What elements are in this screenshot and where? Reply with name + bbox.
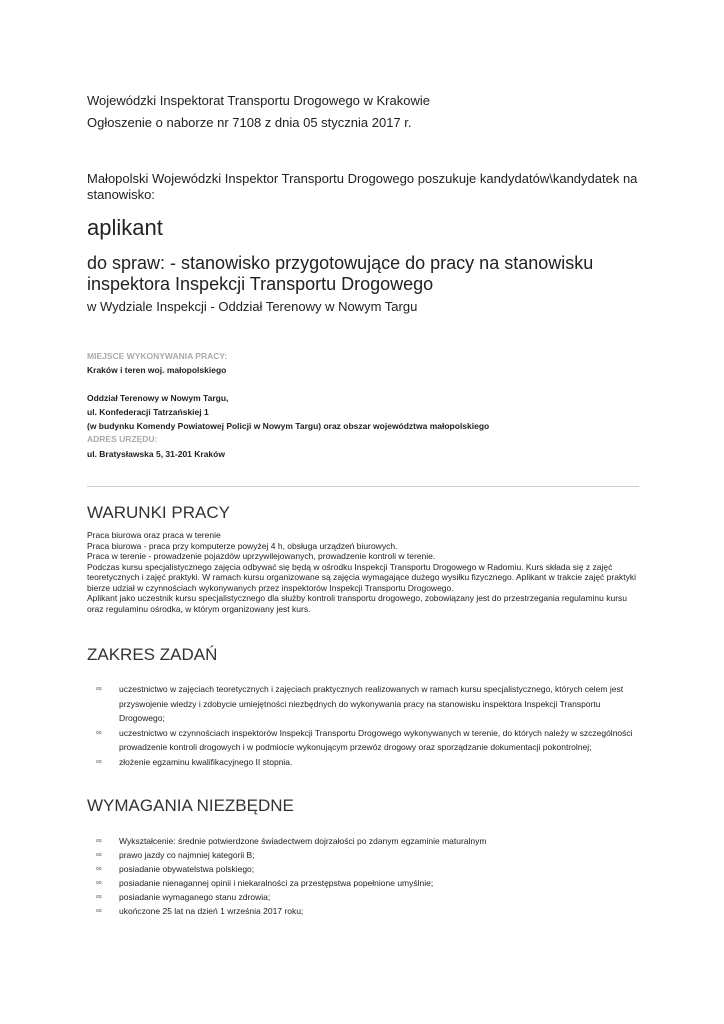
conditions-line: Aplikant jako uczestnik kursu specjalistycznego dla służby kontroli transportu drogowego, zobowiązany jest do przestrzegania regulaminu kursu oraz regulaminu ośrodka, w którym organizowany jest kurs. [87, 593, 628, 614]
requirement-text: posiadanie nienagannej opinii i niekaralności za przestępstwa popełnione umyślnie; [119, 878, 434, 888]
bullet-icon: ∞ [96, 906, 102, 915]
bullet-icon: ∞ [96, 836, 102, 845]
list-item [87, 755, 639, 770]
conditions-line: Podczas kursu specjalistycznego zajęcia odbywać się będą w ośrodku Inspekcji Transportu Drogowego w Radomiu. Kurs składa się z zajęć teoretycznych i zajęć praktyki. W ramach kursu organizowane są zajęcia wymagające dużego wysiłku fizycznego. Aplikant w trakcie zajęć praktyki bierze udział w czynnościach wykonywanych przez inspektorów Inspekcji Transportu Drogowego. [87, 561, 636, 593]
position-title: aplikant [87, 215, 163, 240]
location-label: MIEJSCE WYKONYWANIA PRACY: [87, 351, 228, 361]
list-item [87, 726, 639, 755]
bullet-icon: ∞ [96, 756, 102, 766]
list-item [87, 890, 639, 904]
bullet-icon: ∞ [96, 892, 102, 901]
conditions-line: Praca biurowa - praca przy komputerze powyżej 4 h, obsługa urządzeń biurowych. [87, 540, 398, 551]
office-label: ADRES URZĘDU: [87, 434, 158, 444]
list-item [87, 862, 639, 876]
bullet-icon: ∞ [96, 850, 102, 859]
task-text: uczestnictwo w zajęciach teoretycznych i zajęciach praktycznych realizowanych w ramach kursu specjalistycznego, których celem jest przyswojenie wiedzy i zdobycie umiejętności niezbędnych do wykonywania pracy na stanowisku inspektora Inspekcji Transportu Drogowego; [119, 684, 624, 723]
requirement-text: posiadanie wymaganego stanu zdrowia; [119, 892, 271, 902]
bullet-icon: ∞ [96, 864, 102, 873]
conditions-line: Praca w terenie - prowadzenie pojazdów uprzywilejowanych, prowadzenie kontroli w terenie. [87, 551, 436, 561]
conditions-line: Praca biurowa oraz praca w terenie [87, 530, 221, 540]
office-address: ul. Bratysławska 5, 31-201 Kraków [87, 449, 225, 459]
tasks-heading: ZAKRES ZADAŃ [87, 645, 218, 664]
notice-number: Ogłoszenie o naborze nr 7108 z dnia 05 stycznia 2017 r. [87, 115, 412, 130]
requirement-text: posiadanie obywatelstwa polskiego; [119, 864, 255, 874]
conditions-heading: WARUNKI PRACY [87, 503, 230, 522]
branch-line: Oddział Terenowy w Nowym Targu, [87, 393, 229, 403]
requirement-text: prawo jazdy co najmniej kategorii B; [119, 850, 255, 860]
branch-line: (w budynku Komendy Powiatowej Policji w Nowym Targu) oraz obszar województwa małopolskiego [87, 421, 490, 431]
list-item [87, 876, 639, 890]
requirements-list [87, 834, 639, 918]
conditions-text [87, 530, 639, 614]
requirement-text: Wykształcenie: średnie potwierdzone świadectwem dojrzałości po zdanym egzaminie maturalnym [119, 836, 487, 846]
intro-text: Małopolski Wojewódzki Inspektor Transportu Drogowego poszukuje kandydatów\kandydatek na stanowisko: [87, 171, 638, 202]
list-item [87, 682, 639, 726]
bullet-icon: ∞ [96, 878, 102, 887]
task-text: złożenie egzaminu kwalifikacyjnego II stopnia. [119, 756, 293, 767]
bullet-icon: ∞ [96, 684, 102, 693]
list-item [87, 904, 639, 918]
branch-line: ul. Konfederacji Tatrzańskiej 1 [87, 407, 209, 417]
task-text: uczestnictwo w czynnościach inspektorów Inspekcji Transportu Drogowego wykonywanych w terenie, do których należy w szczególności prowadzenie kontroli drogowych i w podmiocie wykonującym przewóz drogowy oraz sporządzanie dokumentacji pokontrolnej; [119, 727, 633, 752]
list-item [87, 834, 639, 848]
location-value: Kraków i teren woj. małopolskiego [87, 365, 227, 375]
position-subtitle: do spraw: - stanowisko przygotowujące do pracy na stanowisku inspektora Inspekcji Transportu Drogowego [87, 253, 594, 294]
institution-name: Wojewódzki Inspektorat Transportu Drogowego w Krakowie [87, 93, 430, 108]
requirement-text: ukończone 25 lat na dzień 1 września 2017 roku; [119, 906, 304, 916]
department: w Wydziale Inspekcji - Oddział Terenowy w Nowym Targu [87, 299, 418, 314]
section-divider [87, 486, 639, 487]
bullet-icon: ∞ [96, 727, 102, 737]
list-item [87, 848, 639, 862]
tasks-list [87, 682, 639, 769]
requirements-heading: WYMAGANIA NIEZBĘDNE [87, 796, 294, 815]
